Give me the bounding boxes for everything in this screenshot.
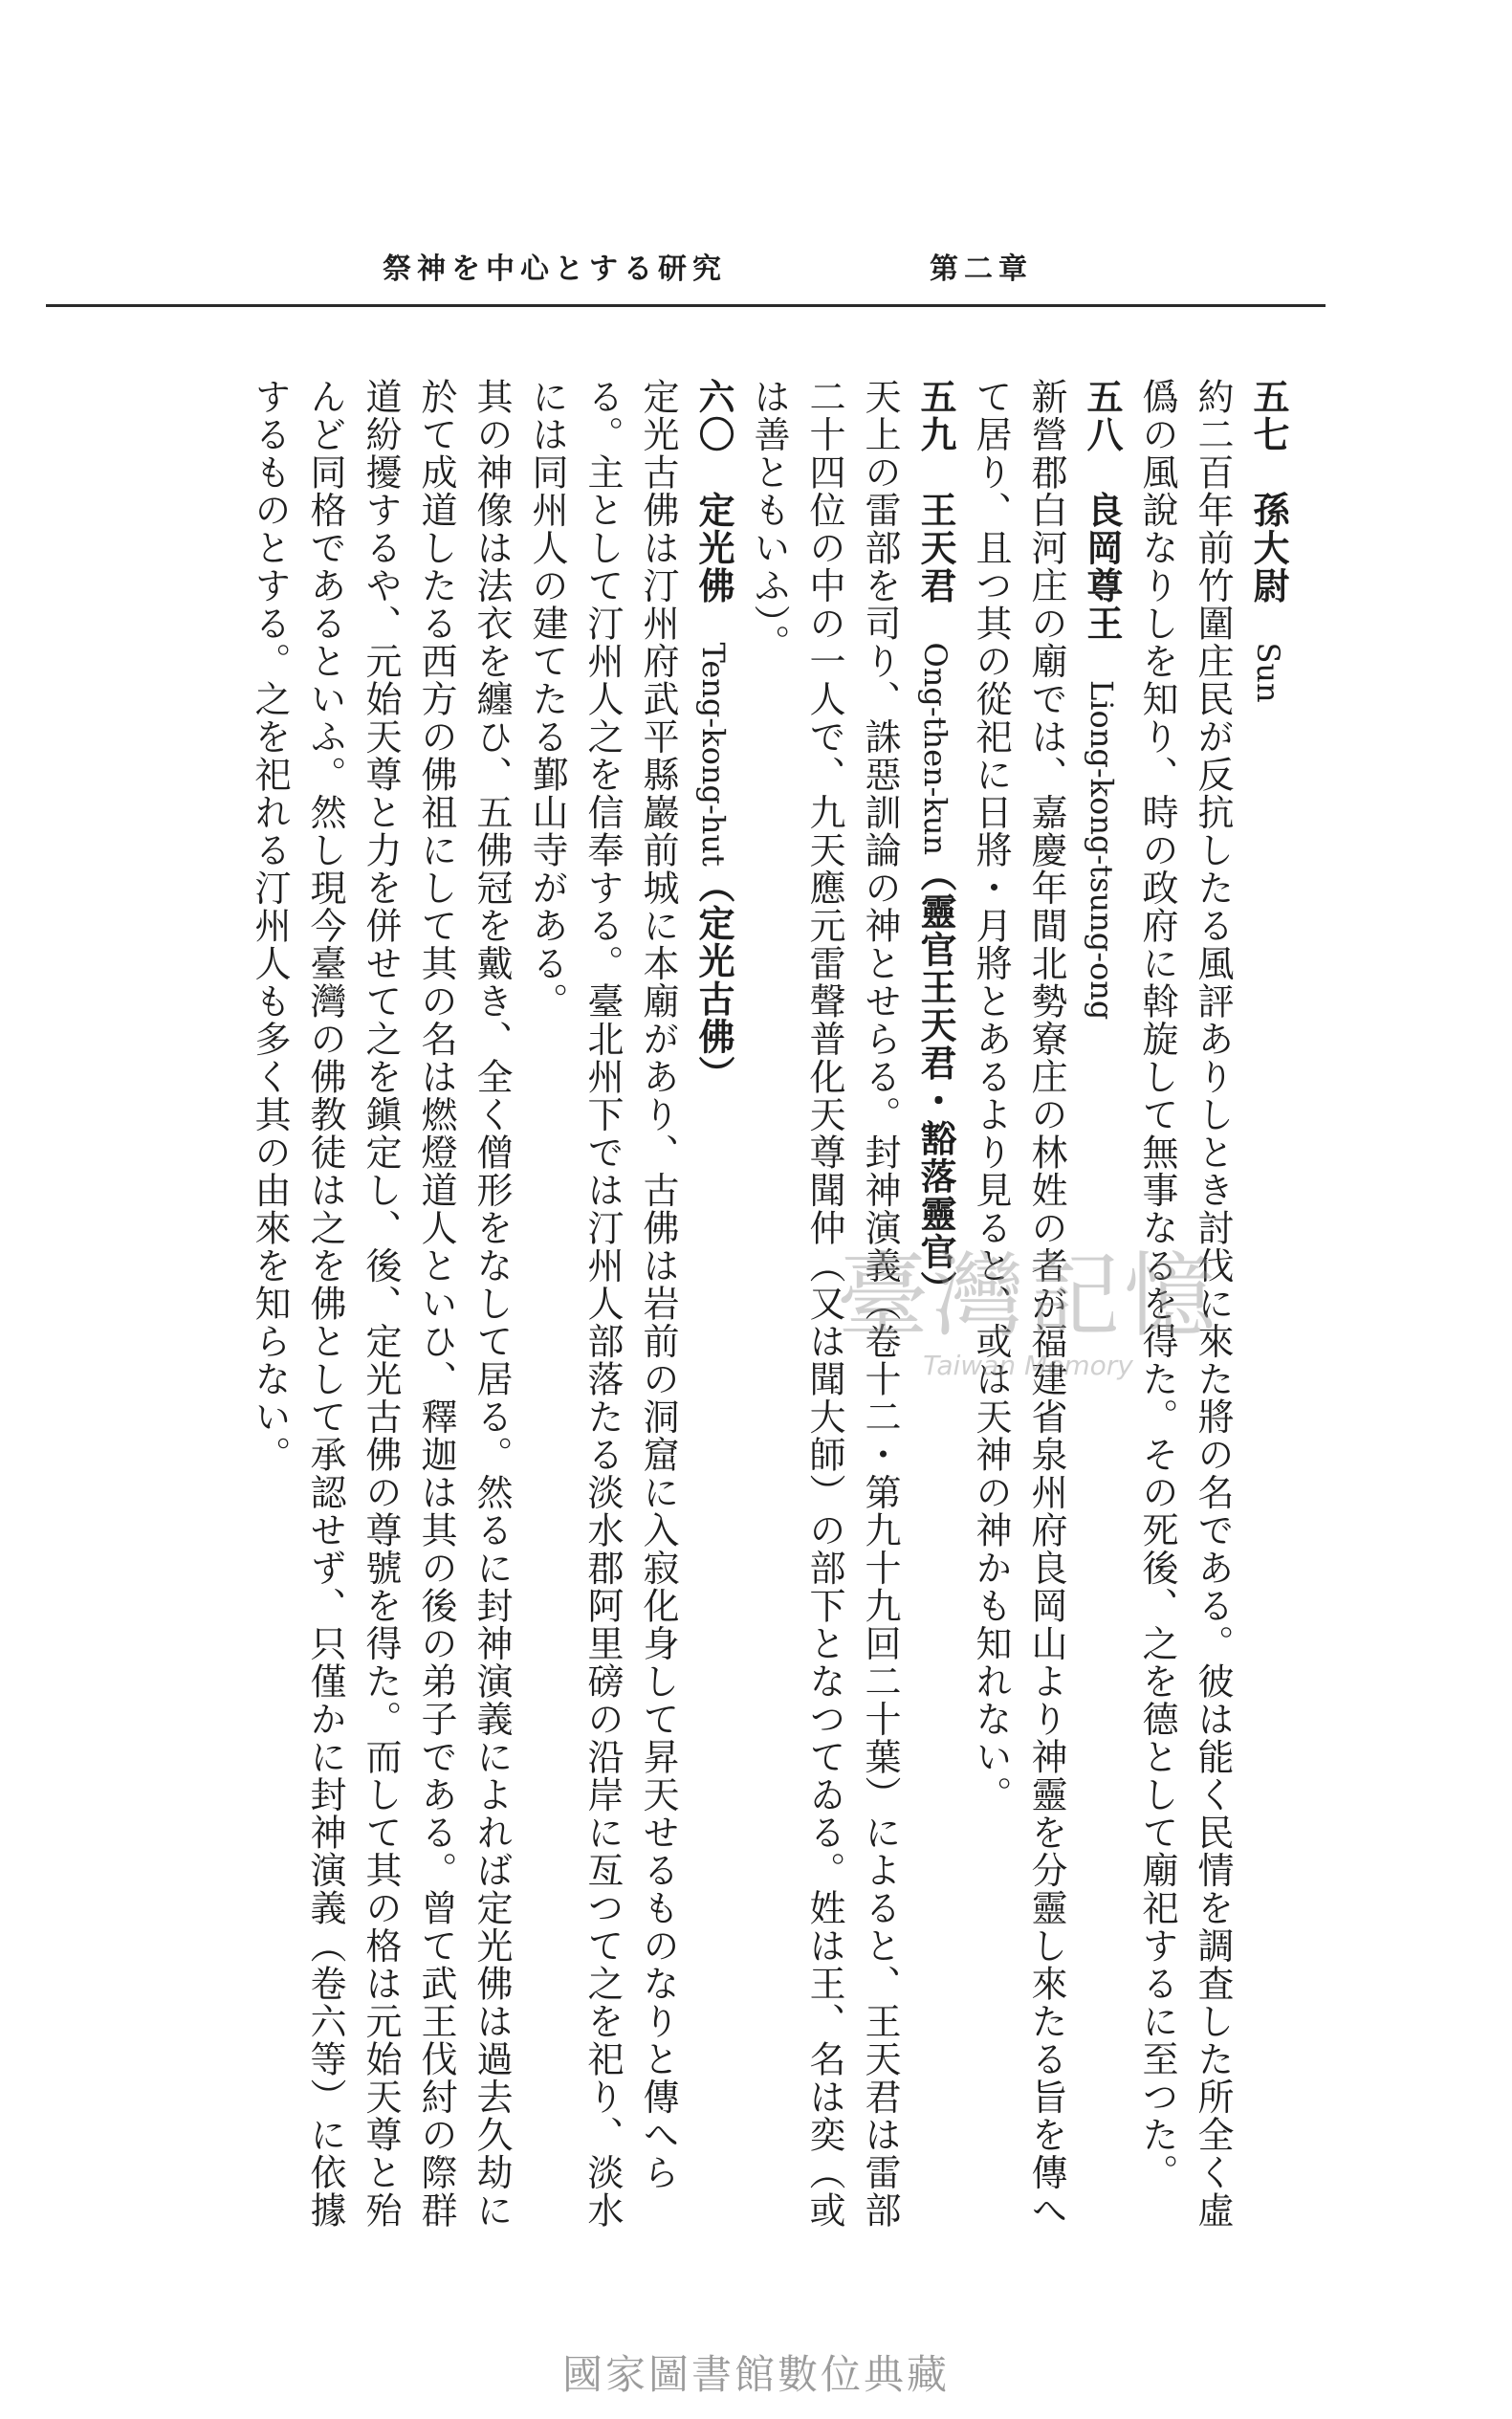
paragraph: 新營郡白河庄の廟では、嘉慶年間北勢寮庄の林姓の者が福建省泉州府良岡山より神靈を分靈し來たる旨を傳へて居り、且つ其の從祀に日將・月將とあるより見ると、或は天神の神かも知れない。 (970, 378, 1067, 2230)
section-heading-58: 五八 良岡尊王 Liong-kong-tsung-ong (1081, 378, 1124, 1021)
paragraph: 其の神像は法衣を纏ひ、五佛冠を戴き、全く僧形をなして居る。然るに封神演義によれば定光佛は過去久劫に於て成道したる西方の佛祖にして其の名は燃燈道人といひ、釋迦は其の後の弟子である。曾て武王伐紂の際群道紛擾するや、元始天尊と力を併せて之を鎭定し、後、定光古佛の尊號を得た。而して其の格は元始天尊と殆んど同格であるといふ。然し現今臺灣の佛教徒は之を佛として承認せず、只僅かに封神演義（卷六等）に依據するものとする。之を祀れる汀州人も多く其の由來を知らない。 (249, 378, 513, 2230)
header-title: 祭神を中心とする研究 (383, 253, 727, 286)
section-heading-60: 六〇 定光佛 Teng-kong-hut（定光古佛） (692, 378, 735, 1093)
footer-source: 國家圖書館數位典藏 (561, 2351, 950, 2398)
paragraph: 約二百年前竹圍庄民が反抗したる風評ありしとき討伐に來た將の名である。彼は能く民情を調査した所全く虛僞の風說なりしを知り、時の政府に斡旋して無事なるを得た。その死後、之を德として廟祀するに至つた。 (1136, 378, 1234, 2230)
watermark (808, 1243, 1248, 1396)
section-heading-57: 五七 孫大尉 Sun (1247, 378, 1290, 703)
romaji: Sun (1250, 642, 1286, 703)
section-heading-59: 五九 王天君 Ong-then-kun（靈官王天君・豁落靈官） (914, 378, 957, 1309)
paragraph: 天上の雷部を司り、誅惡訓論の神とせらる。封神演義（卷十二・第九十九回二十葉）によると、王天君は雷部二十四位の中の一人で、九天應元雷聲普化天尊聞仲（又は聞大師）の部下となつてゐる。姓は王、名は奕（或は善ともいふ）。 (748, 378, 901, 2230)
romaji: Liong-kong-tsung-ong (1084, 680, 1120, 1021)
header-rule (46, 304, 1326, 307)
running-header (383, 247, 1033, 285)
section-note: （靈官王天君・豁落靈官） (914, 855, 957, 1309)
header-chapter: 第二章 (930, 253, 1033, 286)
section-note: （定光古佛） (692, 866, 735, 1093)
watermark-chinese: 臺灣記憶 (837, 1242, 1219, 1350)
paragraph: 定光古佛は汀州府武平縣巖前城に本廟があり、古佛は岩前の洞窟に入寂化身して昇天せるものなりと傳へらる。主として汀州人之を信奉する。臺北州下では汀州人部落たる淡水郡阿里磅の沿岸に亙つて之を祀り、淡水には同州人の建てたる鄞山寺がある。 (526, 378, 679, 2230)
romaji: Ong-then-kun (917, 642, 953, 856)
watermark-english: Taiwan Memory (923, 1350, 1133, 1381)
romaji: Teng-kong-hut (695, 642, 732, 867)
